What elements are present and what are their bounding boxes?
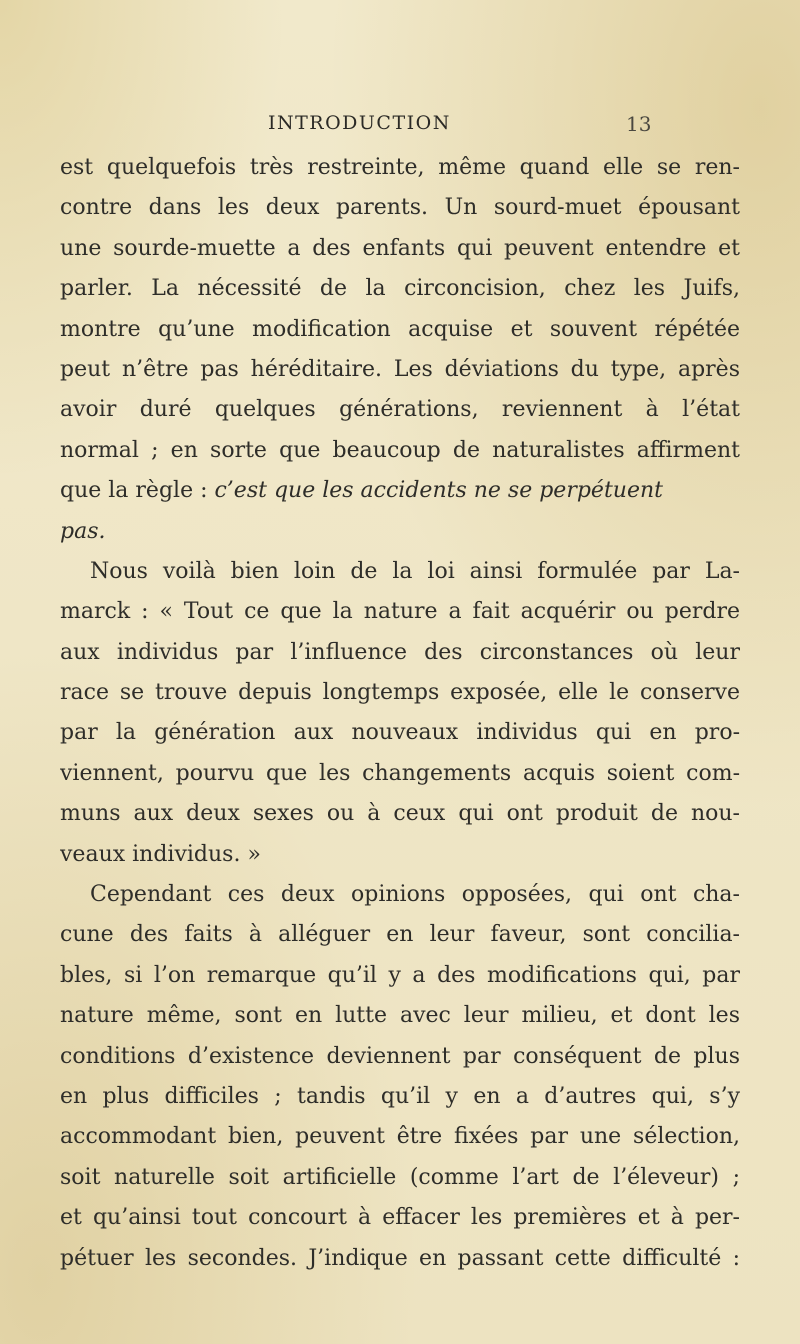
text-line: et qu’ainsi tout concourt à effacer les premières et à per- (60, 1205, 740, 1231)
text-line: bles, si l’on remarque qu’il y a des modifications qui, par (60, 962, 740, 988)
running-head-title: INTRODUCTION (268, 112, 451, 134)
paragraph-start: Cependant ces deux opinions opposées, qui ont cha- (90, 882, 740, 908)
text-line: muns aux deux sexes ou à ceux qui ont produit de nou- (60, 801, 740, 827)
text-line: peut n’être pas héréditaire. Les déviations du type, après (60, 356, 740, 382)
italic-quote: c’est que les accidents ne se perpétuent (214, 478, 663, 504)
text-line: montre qu’une modification acquise et souvent répétée (60, 316, 740, 342)
page-number: 13 (626, 112, 652, 136)
text-line: conditions d’existence deviennent par conséquent de plus (60, 1043, 740, 1069)
text-line: parler. La nécessité de la circoncision, chez les Juifs, (60, 276, 740, 302)
text-line: une sourde-muette a des enfants qui peuvent entendre et (60, 235, 740, 261)
text-line: accommodant bien, peuvent être fixées par une sélection, (60, 1124, 740, 1150)
text-line: par la génération aux nouveaux individus qui en pro- (60, 720, 740, 746)
text-line-with-emphasis (60, 471, 740, 511)
text-line: race se trouve depuis longtemps exposée, elle le conserve (60, 680, 740, 706)
text-line: normal ; en sorte que beaucoup de naturalistes affirment (60, 437, 740, 463)
text-line: est quelquefois très restreinte, même quand elle se ren- (60, 155, 740, 180)
paragraph-end-line: veaux individus. » (60, 841, 261, 867)
text-line: pétuer les secondes. J’indique en passant cette difficulté : (60, 1245, 740, 1271)
text-line: cune des faits à alléguer en leur faveur, sont concilia- (60, 922, 740, 948)
running-head (0, 112, 800, 142)
paragraph-start: Nous voilà bien loin de la loi ainsi formulée par La- (90, 558, 740, 584)
text-segment: que la règle : (60, 478, 215, 504)
text-line: contre dans les deux parents. Un sourd-muet épousant (60, 195, 740, 221)
text-line: nature même, sont en lutte avec leur milieu, et dont les (60, 1003, 740, 1029)
body-text (60, 148, 740, 1279)
text-line: aux individus par l’influence des circonstances où leur (60, 639, 740, 665)
text-line: marck : « Tout ce que la nature a fait acquérir ou perdre (60, 599, 740, 625)
text-line: avoir duré quelques générations, reviennent à l’état (60, 397, 740, 423)
text-line: viennent, pourvu que les changements acquis soient com- (60, 760, 740, 786)
italic-quote-end: pas. (60, 518, 106, 544)
text-line: en plus difficiles ; tandis qu’il y en a d’autres qui, s’y (60, 1083, 740, 1109)
text-line: soit naturelle soit artificielle (comme l’art de l’éleveur) ; (60, 1164, 740, 1190)
